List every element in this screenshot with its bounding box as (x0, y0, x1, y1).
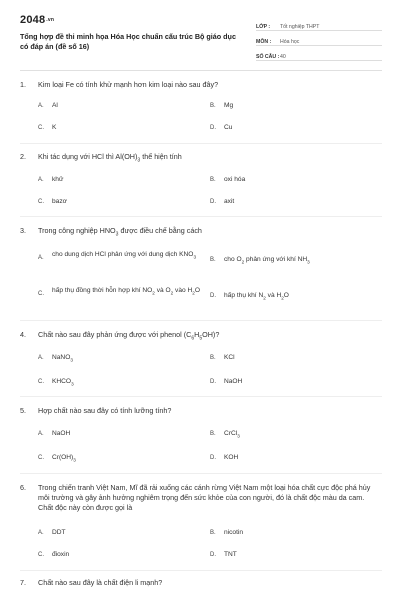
header-divider (20, 70, 382, 71)
option-b[interactable]: B. Mg (210, 102, 234, 109)
question-divider (20, 320, 382, 321)
option-b[interactable]: B. cho $O_2$ phản ứng với khí $NH_3$ (210, 256, 310, 265)
option-c[interactable]: C. $KHCO_3$ (38, 378, 74, 387)
option-c[interactable]: C. đioxin (38, 551, 70, 558)
meta-row-count: SỐ CÂU : 40 (256, 46, 382, 61)
question-text: Chất nào sau đây phản ứng được với phenol $(C_6H_5OH)$? (38, 330, 220, 342)
question-text: Khi tác dụng với HCl thì $Al(OH)_3$ thể hiện tính (38, 152, 182, 164)
question-2: 2. Khi tác dụng với HCl thì $Al(OH)_3$ thể hiện tính A. khử B. oxi hóa C. bazơ D. axit (20, 152, 382, 212)
meta-row-subject: MÔN : Hóa học (256, 31, 382, 46)
option-c[interactable]: C. hấp thụ đồng thời hỗn hợp khí $NO_2$ và $O_2$ vào $H_2O$ (38, 287, 200, 297)
question-text: Kim loại Fe có tính khử mạnh hơn kim loại nào sau đây? (38, 80, 219, 89)
question-divider (20, 216, 382, 217)
option-a[interactable]: A. NaNO$_3$ (38, 354, 73, 363)
option-c[interactable]: C. K (38, 124, 57, 131)
meta-row-class: LỚP : Tốt nghiệp THPT (256, 16, 382, 31)
question-text: Trong chiến tranh Việt Nam, Mĩ đã rải xuống các cánh rừng Việt Nam một loại hóa chất cực độc phá hủy môi trường và gây ảnh hưởng nghiêm trọng đến sức khỏe của con người, đó là chất độc màu da cam. Chất độc này còn được gọi là (38, 483, 371, 512)
question-text: Trong công nghiệp $HNO_3$ được điều chế bằng cách (38, 226, 202, 238)
option-a[interactable]: A. cho dung dịch HCl phản ứng với dung dịch $KNO_3$ (38, 251, 197, 261)
question-5: 5. Hợp chất nào sau đây có tính lưỡng tính? A. NaOH B. CrCl$_3$ C. $Cr(OH)_3$ D. KOH (20, 406, 382, 466)
question-3: 3. Trong công nghiệp $HNO_3$ được điều chế bằng cách A. cho dung dịch HCl phản ứng với dung dịch $KNO_3$ B. cho $O_2$ phản ứng với khí $NH_3$ C. hấp thụ đồng thời hỗn hợp khí $NO_2$ và $O_2$ vào $H_2O$ D. hấp thụ khí $N_2$ và $H_2O$ (20, 226, 382, 316)
option-a[interactable]: A. DDT (38, 529, 66, 536)
option-b[interactable]: B. KCl (210, 354, 235, 361)
option-b[interactable]: B. nicotin (210, 529, 244, 536)
option-a[interactable]: A. NaOH (38, 430, 71, 437)
option-a[interactable]: A. Al (38, 102, 58, 109)
header (20, 14, 382, 64)
option-c[interactable]: C. bazơ (38, 198, 67, 205)
exam-meta (256, 16, 382, 61)
logo[interactable]: 2048.vn (20, 14, 55, 26)
question-text: Hợp chất nào sau đây có tính lưỡng tính? (38, 406, 172, 415)
page-title: Tổng hợp đề thi minh họa Hóa Học chuẩn cấu trúc Bộ giáo dục có đáp án (đề số 16) (20, 32, 236, 51)
question-7: 7. Chất nào sau đây là chất điện li mạnh? (20, 578, 382, 592)
question-4: 4. Chất nào sau đây phản ứng được với phenol $(C_6H_5OH)$? A. NaNO$_3$ B. KCl C. $KHCO_3$ D. NaOH (20, 330, 382, 390)
question-text: Chất nào sau đây là chất điện li mạnh? (38, 578, 163, 587)
question-1: 1. Kim loại Fe có tính khử mạnh hơn kim loại nào sau đây? A. Al B. Mg C. K D. Cu (20, 80, 382, 140)
option-d[interactable]: D. axit (210, 198, 235, 205)
question-6: 6. Trong chiến tranh Việt Nam, Mĩ đã rải xuống các cánh rừng Việt Nam một loại hóa chất cực độc phá hủy môi trường và gây ảnh hưởng nghiêm trọng đến sức khỏe của con người, đó là chất độc màu da cam. Chất độc này còn được gọi là A. DDT B. nicotin C. đioxin D. TNT (20, 483, 382, 567)
option-d[interactable]: D. KOH (210, 454, 239, 461)
question-divider (20, 473, 382, 474)
question-divider (20, 570, 382, 571)
option-d[interactable]: D. hấp thụ khí $N_2$ và $H_2O$ (210, 292, 289, 301)
option-a[interactable]: A. khử (38, 176, 64, 183)
option-b[interactable]: B. CrCl$_3$ (210, 430, 240, 439)
option-b[interactable]: B. oxi hóa (210, 176, 246, 183)
option-d[interactable]: D. NaOH (210, 378, 243, 385)
question-divider (20, 396, 382, 397)
option-d[interactable]: D. Cu (210, 124, 233, 131)
option-d[interactable]: D. TNT (210, 551, 237, 558)
option-c[interactable]: C. $Cr(OH)_3$ (38, 454, 76, 463)
question-divider (20, 143, 382, 144)
